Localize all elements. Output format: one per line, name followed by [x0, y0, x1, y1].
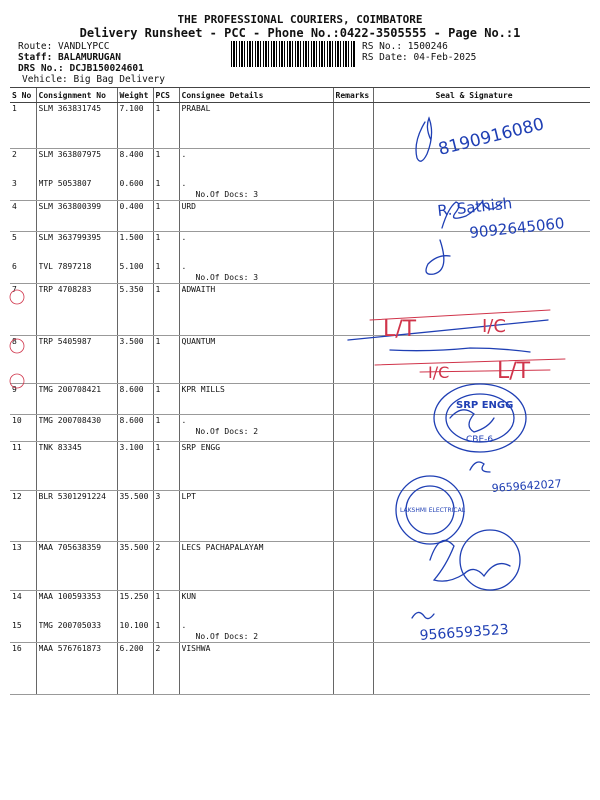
docs-count: No.Of Docs: 2 — [195, 427, 259, 436]
cell-line: 6 — [12, 262, 17, 271]
cell-line: 1 — [155, 385, 161, 394]
cell-line: SLM 363831745 — [38, 104, 102, 113]
col-weight: Weight — [117, 88, 153, 103]
cell-line: . — [181, 150, 187, 159]
circled-sno — [10, 374, 24, 388]
cell-line: 7 — [12, 285, 17, 294]
rs-number: RS No.: 1500246 — [362, 41, 448, 52]
cell-line: 8.600 — [119, 416, 144, 425]
cell-line: 5.100 — [119, 262, 144, 271]
cell-line: MTP 5053807 — [38, 179, 92, 188]
signature-scribble — [348, 320, 548, 340]
cell-line: 3.500 — [119, 337, 144, 346]
route-label: Route: VANDLYPCC — [18, 41, 110, 52]
cell-line: 1 — [155, 416, 161, 425]
docs-count: No.Of Docs: 3 — [195, 273, 259, 282]
cell-line: 12 — [12, 492, 22, 501]
cell-line: TRP 5405987 — [38, 337, 92, 346]
cell-line: 14 — [12, 592, 22, 601]
cell-line: 9 — [12, 385, 17, 394]
cell-line: LECS PACHAPALAYAM — [181, 543, 264, 552]
cell-line: 2 — [12, 150, 17, 159]
signature-scribble — [470, 462, 490, 472]
cell-line: 15 — [12, 621, 22, 630]
cell-line: MAA 100593353 — [38, 592, 102, 601]
cell-line: MAA 705638359 — [38, 543, 102, 552]
handwritten-name: R. Sathish — [436, 194, 514, 220]
cell-line: 1 — [155, 104, 161, 113]
cell-line: 1 — [12, 104, 17, 113]
cell-line: URD — [181, 202, 196, 211]
cell-line: LPT — [181, 492, 196, 501]
cell-line: VISHWA — [181, 644, 211, 653]
cell-line: 1 — [155, 621, 161, 630]
col-consignee: Consignee Details — [179, 88, 333, 103]
runsheet-subtitle: Delivery Runsheet - PCC - Phone No.:0422-3505555 - Page No.:1 — [79, 26, 521, 40]
signature-scribble — [430, 540, 510, 581]
signature-scribble — [416, 118, 432, 161]
col-remarks: Remarks — [333, 88, 373, 103]
handwritten-phone: 9659642027 — [491, 477, 563, 495]
cell-line: 8.600 — [119, 385, 144, 394]
col-consignment: Consignment No — [36, 88, 117, 103]
lt-mark: L/T — [383, 317, 417, 342]
cell-line: 13 — [12, 543, 22, 552]
cell-line: 1.500 — [119, 233, 144, 242]
cell-line: 4 — [12, 202, 17, 211]
cell-line: TMG 200705033 — [38, 621, 102, 630]
handwritten-phone: 8190916080 — [436, 114, 547, 160]
cell-line: 2 — [155, 644, 161, 653]
col-pcs: PCS — [153, 88, 179, 103]
cell-line: 10.100 — [119, 621, 149, 630]
cell-line: 8.400 — [119, 150, 144, 159]
docs-count: No.Of Docs: 2 — [195, 632, 259, 641]
cell-line: KUN — [181, 592, 196, 601]
cell-line: 1 — [155, 233, 161, 242]
cell-line: 2 — [155, 543, 161, 552]
col-sno: S No — [10, 88, 36, 103]
cell-line: 6.200 — [119, 644, 144, 653]
cell-line: TRP 4708283 — [38, 285, 92, 294]
docs-count: No.Of Docs: 3 — [195, 190, 259, 199]
handwritten-phone: 9092645060 — [468, 214, 566, 242]
stamp-srp-text: SRP ENGG — [456, 400, 514, 411]
cell-line: TVL 7897218 — [38, 262, 92, 271]
signature-scribble — [412, 612, 434, 618]
ic-mark: I/C — [482, 316, 506, 337]
cell-line: 0.400 — [119, 202, 144, 211]
cell-line: 8 — [12, 337, 17, 346]
cell-line: PRABAL — [181, 104, 211, 113]
lt-mark: L/T — [497, 359, 531, 384]
cell-line: BLR 5301291224 — [38, 492, 106, 501]
laxmi-stamp — [460, 530, 520, 590]
stamp-city-text: CBE-6 — [466, 435, 494, 445]
cell-line: . — [181, 416, 187, 425]
cell-line: 5 — [12, 233, 17, 242]
cell-line: 15.250 — [119, 592, 149, 601]
cell-line: 1 — [155, 202, 161, 211]
cell-line: SRP ENGG — [181, 443, 221, 452]
cell-line: 1 — [155, 337, 161, 346]
cell-line: 10 — [12, 416, 22, 425]
cell-line: 0.600 — [119, 179, 144, 188]
cell-line: . — [181, 179, 187, 188]
cell-line: 1 — [155, 262, 161, 271]
signature-scribble — [390, 348, 530, 352]
cell-line: 35.500 — [119, 543, 149, 552]
cell-line: 1 — [155, 285, 161, 294]
ic-mark: I/C — [428, 363, 450, 382]
cell-line: 11 — [12, 443, 22, 452]
cell-line: 3 — [155, 492, 161, 501]
cell-line: SLM 363800399 — [38, 202, 102, 211]
cell-line: SLM 363799395 — [38, 233, 102, 242]
cell-line: 7.100 — [119, 104, 144, 113]
cell-line: TMG 200708421 — [38, 385, 102, 394]
handwritten-phone: 9566593523 — [419, 621, 510, 644]
cell-line: 16 — [12, 644, 22, 653]
drs-label: DRS No.: DCJB150024601 — [18, 63, 144, 74]
staff-label: Staff: BALAMURUGAN — [18, 52, 121, 63]
cell-line: QUANTUM — [181, 337, 216, 346]
rs-date: RS Date: 04-Feb-2025 — [362, 52, 477, 63]
cell-line: 3 — [12, 179, 17, 188]
stamp-laxmi-text: LAKSHMI ELECTRICAL — [400, 507, 466, 514]
cell-line: . — [181, 621, 187, 630]
cell-line: . — [181, 262, 187, 271]
cell-line: TNK 83345 — [38, 443, 82, 452]
cell-line: TMG 200708430 — [38, 416, 102, 425]
cell-line: 35.500 — [119, 492, 149, 501]
cell-line: 3.100 — [119, 443, 144, 452]
cell-line: 1 — [155, 150, 161, 159]
cell-line: 5.350 — [119, 285, 144, 294]
cell-line: SLM 363807975 — [38, 150, 102, 159]
cell-line: 1 — [155, 443, 161, 452]
signature-scribble — [426, 240, 450, 274]
company-title: THE PROFESSIONAL COURIERS, COIMBATORE — [177, 13, 423, 26]
signature-scribble — [450, 410, 494, 432]
cell-line: . — [181, 233, 187, 242]
circled-sno — [10, 290, 24, 304]
cell-line: 1 — [155, 592, 161, 601]
cell-line: MAA 576761873 — [38, 644, 102, 653]
cell-line: KPR MILLS — [181, 385, 225, 394]
cell-line: 1 — [155, 179, 161, 188]
cell-line: ADWAITH — [181, 285, 216, 294]
circled-sno — [10, 339, 24, 353]
vehicle-label: Vehicle: Big Bag Delivery — [22, 74, 165, 85]
red-stroke — [375, 359, 565, 365]
col-seal-signature: Seal & Signature — [373, 88, 590, 103]
